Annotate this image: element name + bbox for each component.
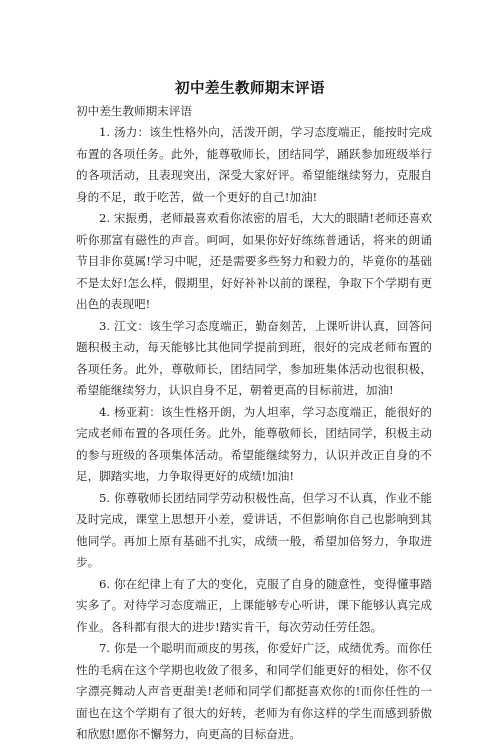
document-subtitle: 初中差生教师期末评语 <box>76 104 192 118</box>
document-title: 初中差生教师期末评语 <box>175 81 325 97</box>
paragraph-7: 7. 你是一个聪明而顽皮的男孩，你爱好广泛，成绩优秀。而你任性的毛病在这个学期也收敛了很多，和同学们能更好的相处，你不仅字漂亮舞动人声音更甜美!老师和同学们都挺喜欢你的!而你任性的一面也在这个学期有了很大的好转，老师为有你这样的学生而感到骄傲和欣慰!愿你不懈努力，向更高的目标奋进。 <box>76 641 432 741</box>
paragraph-2: 2. 宋振勇，老师最喜欢看你浓密的眉毛，大大的眼睛!老师还喜欢听你那富有磁性的声音。呵呵，如果你好好练练普通话，将来的朗诵节目非你莫属!学习中呢，还是需要多些努力和毅力的，毕竟你的基础不是太好!怎么样，假期里，好好补补以前的课程，争取下个学期有更出色的表现吧! <box>76 211 432 311</box>
paragraph-6: 6. 你在纪律上有了大的变化，克服了自身的随意性，变得懂事踏实多了。对待学习态度端正，上课能够专心听讲，课下能够认真完成作业。各科都有很大的进步!踏实肯干，每次劳动任劳任怨。 <box>76 576 432 634</box>
paragraph-4: 4. 杨亚莉：该生性格开朗，为人坦率，学习态度端正，能很好的完成老师布置的各项任务。此外，能尊敬师长，团结同学，积极主动的参与班级的各项集体活动。希望能继续努力，认识并改正自身的不足，脚踏实地，力争取得更好的成绩!加油! <box>76 404 432 483</box>
paragraph-5: 5. 你尊敬师长团结同学劳动积极性高，但学习不认真，作业不能及时完成，课堂上思想开小差，爱讲话，不但影响你自己也影响到其他同学。再加上原有基础不扎实，成绩一般，希望加倍努力，争取进步。 <box>76 490 432 569</box>
paragraph-1: 1. 汤力：该生性格外向，活泼开朗，学习态度端正，能按时完成布置的各项任务。此外，能尊敬师长，团结同学，踊跃参加班级举行的各项活动，且表现突出，深受大家好评。希望能继续努力，克服自身的不足，敢于吃苦，做一个更好的自己!加油! <box>76 125 432 204</box>
document-body <box>76 101 432 746</box>
paragraph-3: 3. 江文：该生学习态度端正，勤奋刻苦，上课听讲认真，回答问题积极主动，每天能够比其他同学提前到班，很好的完成老师布置的各项任务。此外，尊敬师长，团结同学，参加班集体活动也很积极，希望能继续努力，认识自身不足，朝着更高的目标前进，加油! <box>76 318 432 397</box>
